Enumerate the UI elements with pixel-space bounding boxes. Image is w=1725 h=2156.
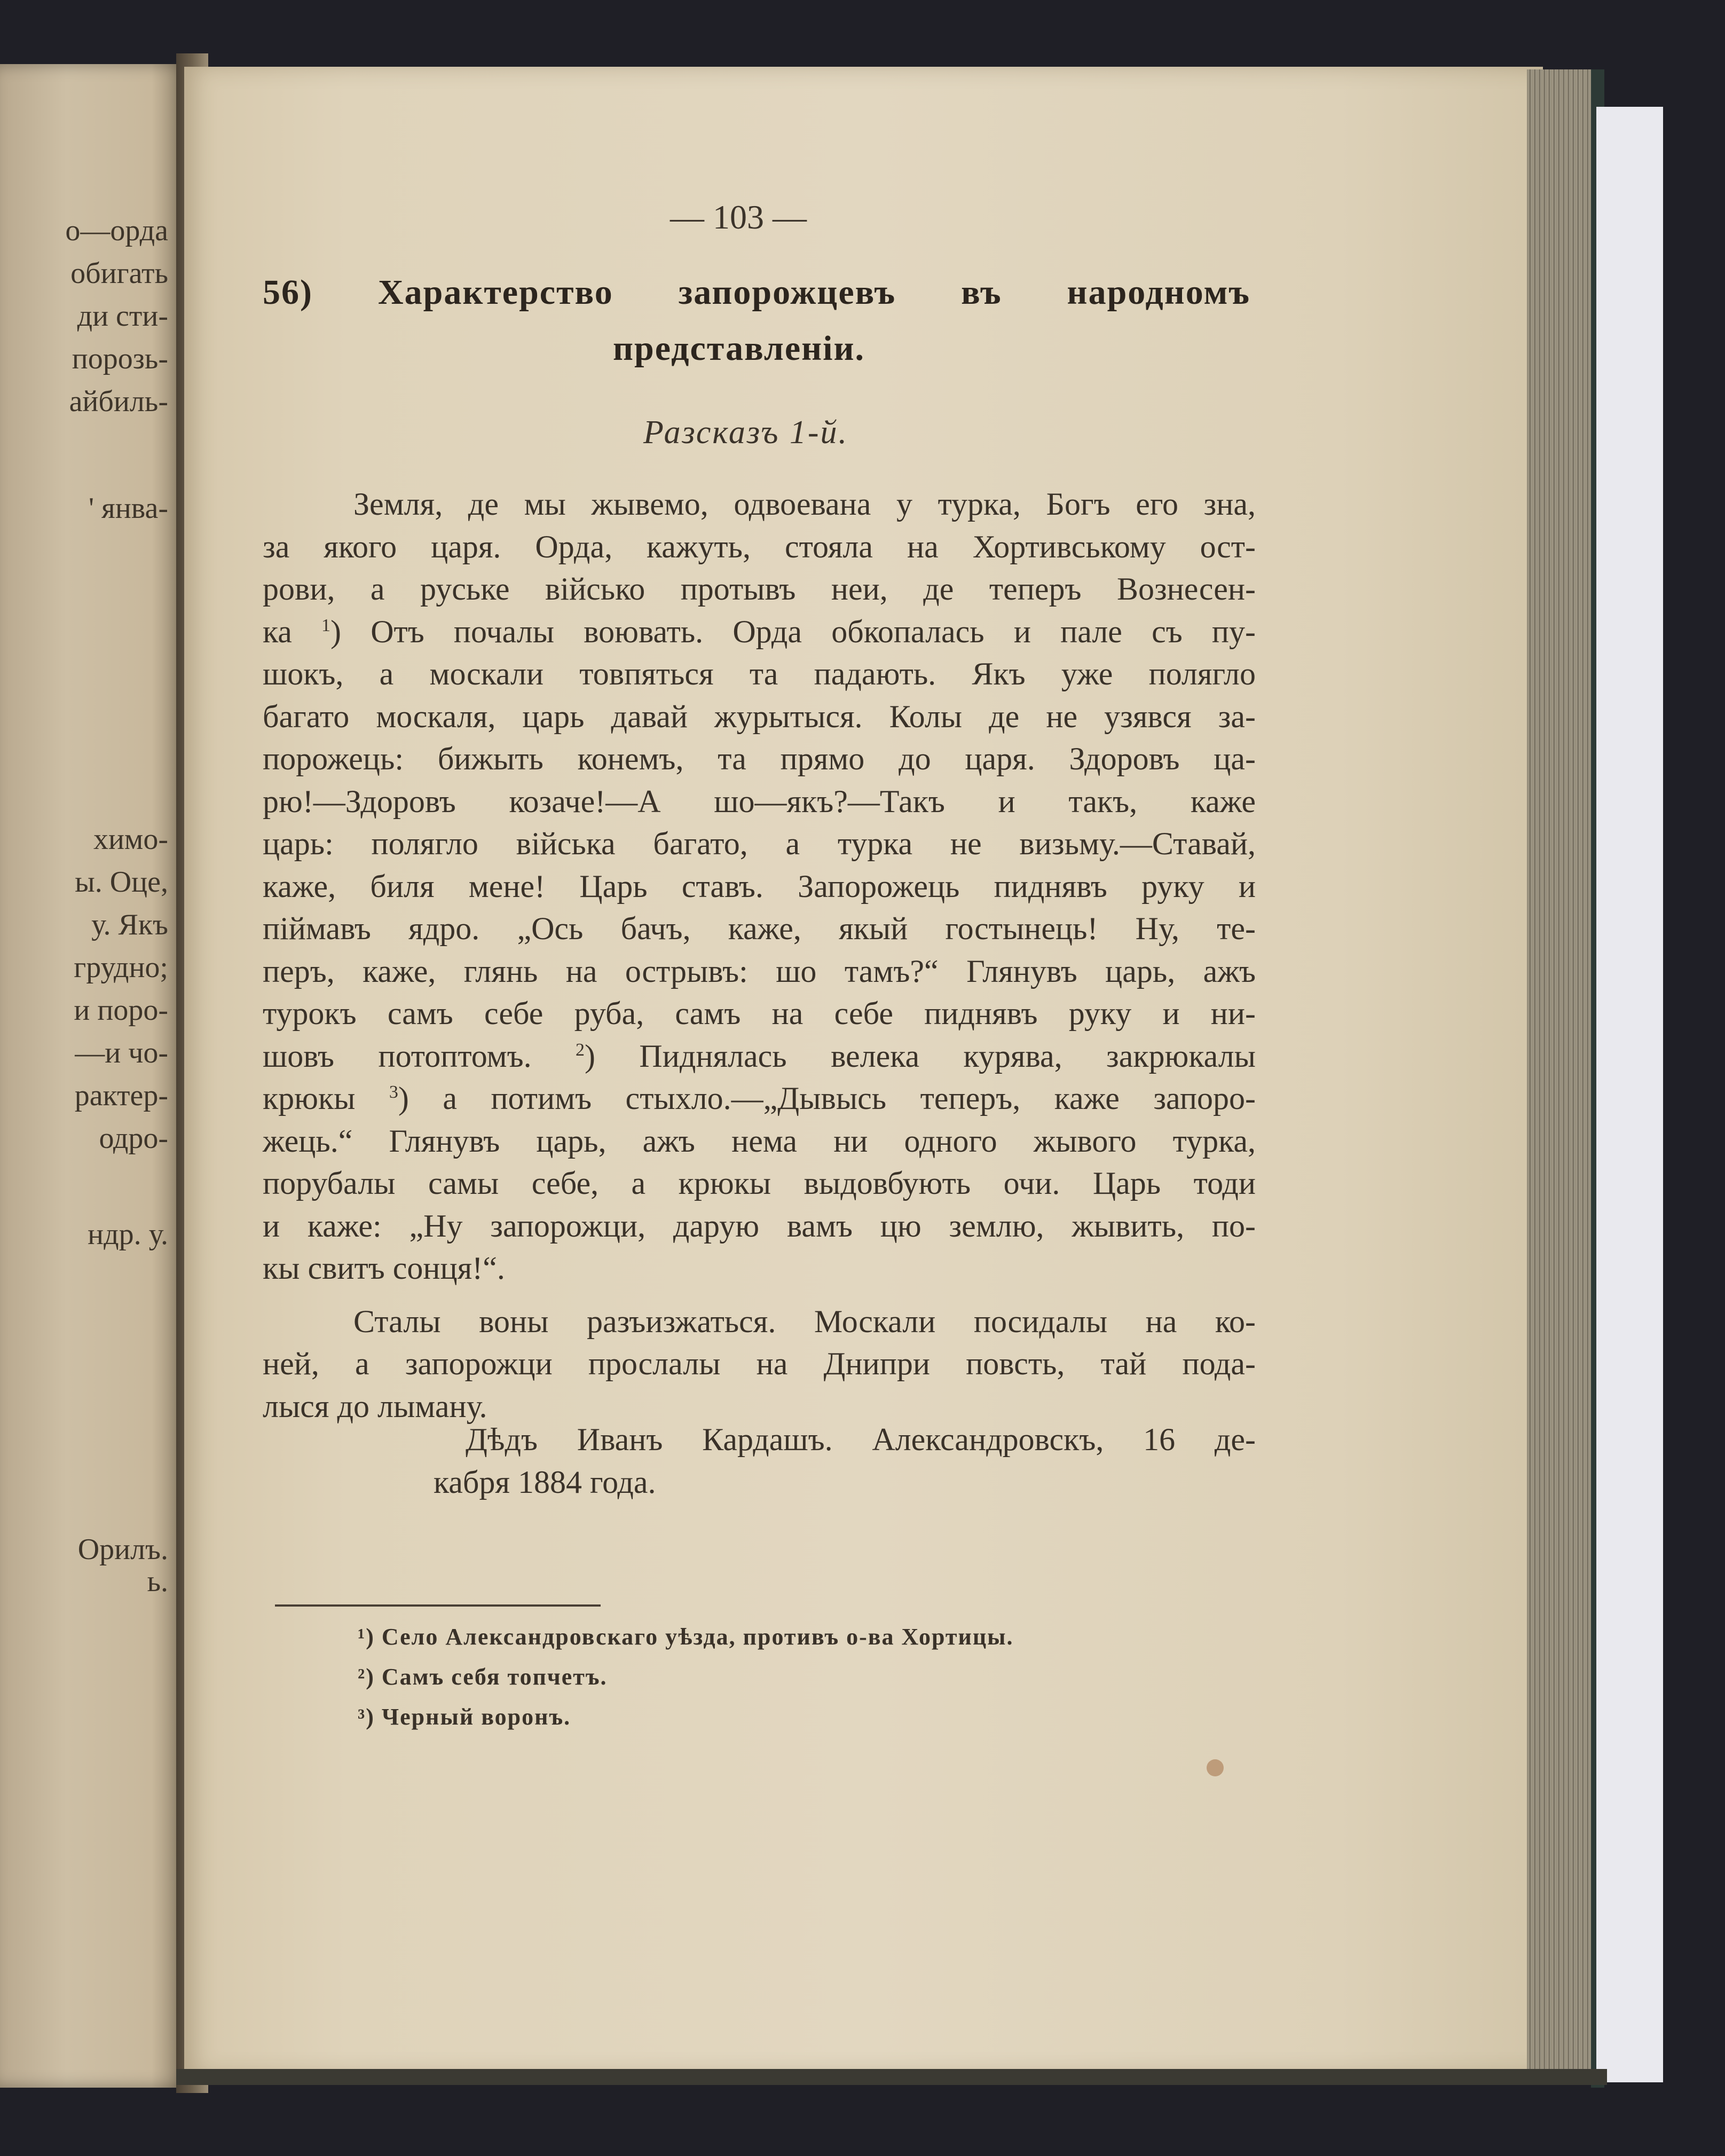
text-line: крюкы $^3$) а потимъ стыхло.—„Дывысь теперъ, каже запоро- [263,1081,1256,1116]
text-line: багато москаля, царь давай журытыся. Колы де не узявся за- [263,698,1256,734]
left-page-line: ди сти- [77,300,168,333]
left-page-line: айбиль- [69,385,168,418]
footnote-text: Самъ себя топчетъ. [374,1664,608,1690]
signature-line: кабря 1884 года. [434,1464,656,1500]
left-page-line: ндр. у. [88,1218,168,1251]
subtitle: Разсказъ 1-й. [643,414,849,451]
left-page-line: ' янва- [88,492,168,525]
left-page-line: одро- [99,1122,168,1155]
footnote-text: Село Александровскаго уѣзда, противъ о-ва Хортицы. [374,1624,1014,1650]
left-page-line: о—орда [65,214,168,247]
footnote [358,1623,1014,1650]
signature-line: Дѣдъ Иванъ Кардашъ. Александровскъ, 16 де- [466,1422,1256,1457]
title-word: 56) [263,273,313,312]
title-word: въ [961,273,1002,312]
text-line: порубалы самы себе, а крюкы выдовбують очи. Царь тоди [263,1166,1256,1201]
left-page-line: ь. [147,1565,168,1598]
text-line: ней, а запорожци прослалы на Днипри повсть, тай пода- [263,1346,1256,1381]
footnote-mark: ¹) [358,1624,375,1650]
text-line: кы свитъ сонця!“. [263,1250,505,1286]
text-line: лыся до лыману. [263,1388,487,1424]
text-line: Сталы воны разъизжаться. Москали посидалы на ко- [353,1303,1256,1339]
book-bottom-edge [176,2069,1607,2085]
left-page-line: порозь- [72,342,168,375]
text-line: рови, а руське вiйсько протывъ неи, де теперъ Вознесен- [263,571,1256,607]
background-card [1596,107,1663,2082]
left-page [0,64,190,2088]
text-line: перъ, каже, глянь на острывъ: шо тамъ?“ Глянувъ царь, ажъ [263,953,1256,989]
left-page-line: Орилъ. [77,1533,168,1566]
text-line: шокъ, а москали товпяться та падають. Якъ уже полягло [263,656,1256,691]
signature [263,1418,1256,1502]
text-line: порожець: бижыть конемъ, та прямо до царя. Здоровъ ца- [263,741,1256,776]
title-line-1 [263,272,1250,313]
footnote-mark: ²) [358,1664,375,1690]
paper-stain [1207,1759,1224,1776]
left-page-line: химо- [93,823,168,856]
text-line: за якого царя. Орда, кажуть, стояла на Хортивському ост- [263,529,1256,564]
title-word: Характерство [377,273,613,312]
left-page-line: ы. Оце, [75,865,168,899]
left-page-line: у. Якъ [91,908,168,941]
left-page-line: и поро- [74,994,168,1027]
main-text [263,483,1256,1428]
text-line: пiймавъ ядро. „Ось бачъ, каже, якый гостынець! Ну, те- [263,911,1256,946]
left-page-line: рактер- [74,1079,168,1112]
text-line: турокъ самъ себе руба, самъ на себе пиднявъ руку и ни- [263,996,1256,1031]
text-line: и каже: „Ну запорожци, дарую вамъ цю землю, жывить, по- [263,1208,1256,1244]
footnote [358,1703,571,1730]
text-line: шовъ потоптомъ. $^2$) Пиднялась велека курява, закрюкалы [263,1038,1256,1074]
footnote-mark: ³) [358,1704,375,1730]
text-line: царь: полягло вiйська багато, а турка не визьму.—Ставай, [263,826,1256,861]
left-page-line: грудно; [74,951,168,984]
text-line: жець.“ Глянувъ царь, ажъ нема ни одного жывого турка, [263,1123,1256,1159]
page-number: — 103 — [670,198,807,236]
footnote [358,1663,608,1690]
left-page-line: обигать [70,257,168,290]
text-line: Земля, де мы жывемо, одвоевана у турка, Богъ его зна, [353,486,1256,522]
title-line-2: представленіи. [613,329,865,368]
left-page-line: —и чо- [75,1036,168,1069]
title-word: народномъ [1067,273,1250,312]
footnote-text: Черный воронъ. [374,1704,571,1730]
text-line: рю!—Здоровъ козаче!—А шо—якъ?—Такъ и такъ, каже [263,783,1256,819]
text-line: ка $^1$) Отъ почалы воювать. Орда обкопалась и пале съ пу- [263,613,1256,649]
page-edge [1527,69,1596,2082]
footnote-rule [275,1604,601,1607]
title-word: запорожцевъ [678,273,896,312]
text-line: каже, биля мене! Царь ставъ. Запорожець пиднявъ руку и [263,868,1256,904]
